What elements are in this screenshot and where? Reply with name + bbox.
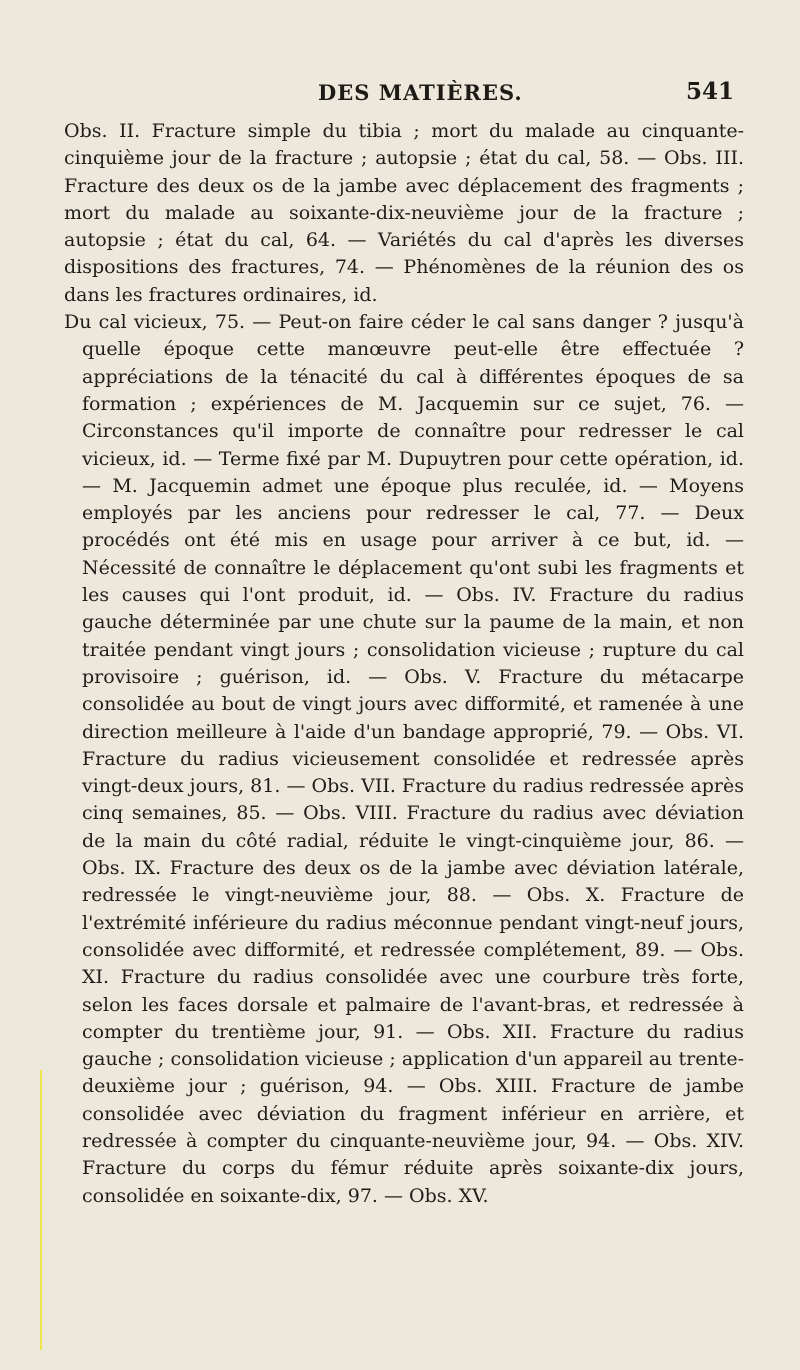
running-head: DES MATIÈRES.	[318, 80, 523, 105]
index-entry-observations: Obs. II. Fracture simple du tibia ; mort du malade au cinquante-cinquième jour de la fracture ; autopsie ; état du cal, 58. — Obs. III. Fracture des deux os de la jambe avec déplacement des fragments ; mort du malade au soixante-dix-neuvième jour de la fracture ; autopsie ; état du cal, 64. — Variétés du cal d'après les diverses dispositions des fractures, 74. — Phénomènes de la réunion des os dans les fractures ordinaires, id.	[64, 120, 744, 306]
page-number: 541	[686, 78, 735, 105]
margin-mark	[40, 1070, 42, 1350]
index-text	[64, 118, 744, 1210]
page-header	[0, 80, 800, 120]
index-entry-cal-vicieux: Du cal vicieux, 75. — Peut-on faire céder le cal sans danger ? jusqu'à quelle époque cette manœuvre peut-elle être effectuée ? appréciations de la ténacité du cal à différentes époques de sa formation ; expériences de M. Jacquemin sur ce sujet, 76. — Circonstances qu'il importe de connaître pour redresser le cal vicieux, id. — Terme fixé par M. Dupuytren pour cette opération, id. — M. Jacquemin admet une époque plus reculée, id. — Moyens employés par les anciens pour redresser le cal, 77. — Deux procédés ont été mis en usage pour arriver à ce but, id. — Nécessité de connaître le déplacement qu'ont subi les fragments et les causes qui l'ont produit, id. — Obs. IV. Fracture du radius gauche déterminée par une chute sur la paume de la main, et non traitée pendant vingt jours ; consolidation vicieuse ; rupture du cal provisoire ; guérison, id. — Obs. V. Fracture du métacarpe consolidée au bout de vingt jours avec difformité, et ramenée à une direction meilleure à l'aide d'un bandage approprié, 79. — Obs. VI. Fracture du radius vicieusement consolidée et redressée après vingt-deux jours, 81. — Obs. VII. Fracture du radius redressée après cinq semaines, 85. — Obs. VIII. Fracture du radius avec déviation de la main du côté radial, réduite le vingt-cinquième jour, 86. — Obs. IX. Fracture des deux os de la jambe avec déviation latérale, redressée le vingt-neuvième jour, 88. — Obs. X. Fracture de l'extrémité inférieure du radius méconnue pendant vingt-neuf jours, consolidée avec difformité, et redressée complétement, 89. — Obs. XI. Fracture du radius consolidée avec une courbure très forte, selon les faces dorsale et palmaire de l'avant-bras, et redressée à compter du trentième jour, 91. — Obs. XII. Fracture du radius gauche ; consolidation vicieuse ; application d'un appareil au trente-deuxième jour ; guérison, 94. — Obs. XIII. Fracture de jambe consolidée avec déviation du fragment inférieur en arrière, et redressée à compter du cinquante-neuvième jour, 94. — Obs. XIV. Fracture du corps du fémur réduite après soixante-dix jours, consolidée en soixante-dix, 97. — Obs. XV.	[64, 311, 744, 1207]
